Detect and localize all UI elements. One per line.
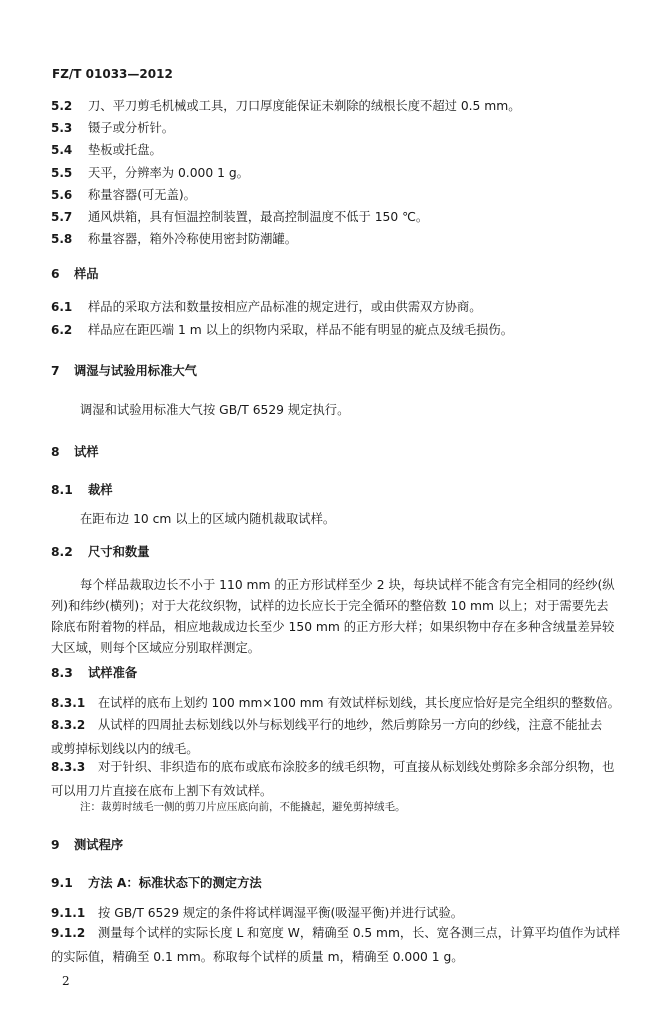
section-8-3-note: 注：裁剪时绒毛一侧的剪刀片应压底向前，不能撬起，避免剪掉绒毛。	[80, 801, 406, 813]
section-8-2-line-1: 每个样品裁取边长不小于 110 mm 的正方形试样至少 2 块，每块试样不能含有完全相同的经纱(纵	[80, 578, 615, 592]
section-7-body: 调湿和试验用标准大气按 GB/T 6529 规定执行。	[80, 403, 350, 417]
section-8-2-line-4: 大区域，则每个区域应分别取样测定。	[51, 641, 261, 655]
item-8-3-3-cont: 可以用刀片直接在底布上割下有效试样。	[51, 784, 273, 798]
section-8-1-body: 在距布边 10 cm 以上的区域内随机裁取试样。	[80, 512, 336, 526]
page-number: 2	[62, 974, 70, 988]
item-8-3-2-cont: 或剪掉标划线以内的绒毛。	[51, 742, 199, 756]
item-9-1-2-cont: 的实际值，精确至 0.1 mm。称取每个试样的质量 m，精确至 0.000 1 g。	[51, 950, 464, 964]
standard-code: FZ/T 01033—2012	[52, 67, 173, 81]
section-8-2-line-3: 除底布附着物的样品，相应地裁成边长至少 150 mm 的正方形大样；如果织物中存在多种含绒量差异较	[51, 620, 615, 634]
document-page: FZ/T 01033—2012 5.2 刀、平刀剪毛机械或工具，刀口厚度能保证未剃除的绒根长度不超过 0.5 mm。 5.3 镊子或分析针。 5.4 垫板或托盘。 5.5 天平，分辨率为 0.000 1 g。 5.6 称量容器(可无盖)。 5.7 通风烘箱，具有恒温控制装置，最高控制温度不低于 150 ℃。 5.8 称量容器，箱外冷称使用密封防潮罐。 6 样品 6.1 样品的采取方法和数量按相应产品标准的规定进行，或由供需双方协商。 6.2 样品应在距匹端 1 m 以上的织物内采取，样品不能有明显的疵点及绒毛损伤。 7 调湿与试验用标准大气 调湿和试验用标准大气按 GB/T 6529 规定执行。 8 试样 8.1 裁样 在距布边 10 cm 以上的区域内随机裁取试样。 8.2 尺寸和数量 每个样品裁取边长不小于 110 mm 的正方形试样至少 2 块，每块试样不能含有完全相同的经纱(纵 列)和纬纱(横列)；对于大花纹织物，试样的边长应长于完全循环的整倍数 10 mm 以上；对于需要先去 除底布附着物的样品，相应地裁成边长至少 150 mm 的正方形大样；如果织物中存在多种含绒量差异较 大区域，则每个区域应分别取样测定。 8.3 试样准备 8.3.1 在试样的底布上划约 100 mm×100 mm 有效试样标划线，其长度应恰好是完全组织的整数倍。 8.3.2 从试样的四周扯去标划线以外与标划线平行的地纱，然后剪除另一方向的纱线，注意不能扯去 或剪掉标划线以内的绒毛。 8.3.3 对于针织、非织造布的底布或底布涂胶多的绒毛织物，可直接从标划线处剪除多余部分织物，也 可以用刀片直接在底布上割下有效试样。 注：裁剪时绒毛一侧的剪刀片应压底向前，不能撬起，避免剪掉绒毛。 9 测试程序 9.1 方法 A：标准状态下的测定方法 9.1.1 按 GB/T 6529 规定的条件将试样调湿平衡(吸湿平衡)并进行试验。 9.1.2 测量每个试样的实际长度 L 和宽度 W，精确至 0.5 mm，长、宽各测三点，计算平均值作为试样 的实际值，精确至 0.1 mm。称取每个试样的质量 m，精确至 0.000 1 g。 2	[51, 67, 621, 988]
section-8-2-line-2: 列)和纬纱(横列)；对于大花纹织物，试样的边长应长于完全循环的整倍数 10 mm 以上；对于需要先去	[51, 599, 609, 613]
